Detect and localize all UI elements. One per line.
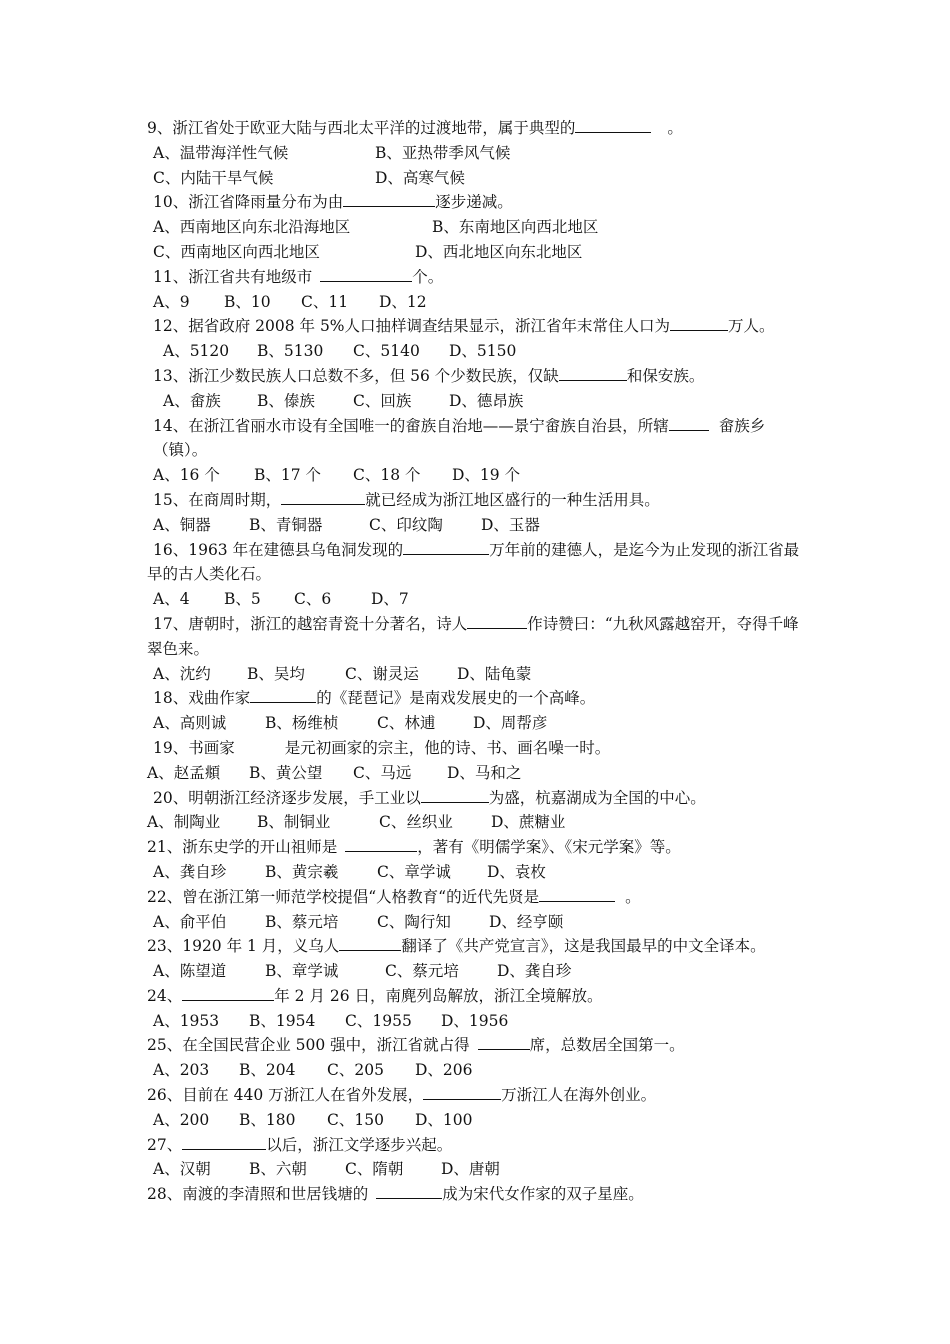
answer-blank [339,935,401,951]
question-text: 席，总数居全国第一。 [529,1036,685,1055]
answer-blank [182,985,274,1001]
options-row [147,587,817,612]
options-row [147,1009,817,1034]
option-d: D、龚自珍 [497,962,572,981]
option-c: C、18 个 [353,466,421,485]
option-b: B、1954 [249,1011,316,1030]
answer-blank [345,836,417,852]
option-b: B、17 个 [254,466,322,485]
answer-blank [376,1183,442,1199]
question-text: 。 [625,887,641,906]
option-c: C、1955 [345,1011,412,1030]
option-b: B、黄公望 [249,763,323,782]
question-text: 12、据省政府 2008 年 5%人口抽样调查结果显示，浙江省年末常住人口为 [153,317,671,336]
option-b: B、204 [239,1061,296,1080]
option-c: C、11 [301,292,349,311]
option-c: C、马远 [353,763,412,782]
answer-blank [343,191,435,207]
option-a: A、制陶业 [147,813,221,832]
option-a: A、203 [153,1061,210,1080]
question-20 [147,786,817,811]
option-d: D、陆龟蒙 [457,664,532,683]
option-a: A、5120 [163,342,230,361]
option-b: B、黄宗羲 [265,862,339,881]
question-10 [147,190,817,215]
options-row [147,166,817,191]
option-a: A、9 [153,292,190,311]
options-row [147,761,817,786]
options-row [147,141,817,166]
question-text: 19、书画家 [153,738,235,757]
question-text: 16、1963 年在建德县乌龟洞发现的 [153,540,404,559]
option-b: B、5130 [257,342,324,361]
option-a: A、温带海洋性气候 [153,143,289,162]
option-b: B、5 [224,590,261,609]
question-text: 。 [667,119,683,137]
options-row [147,463,817,488]
options-row [147,1157,817,1182]
question-text: 翻译了《共产党宣言》，这是我国最早的中文全译本。 [401,937,766,956]
question-25 [147,1033,817,1058]
options-row [147,860,817,885]
option-d: D、100 [415,1110,473,1129]
question-21 [147,835,817,860]
option-d: D、德昂族 [449,391,524,410]
options-row [147,810,817,835]
options-row [147,339,817,364]
option-b: B、蔡元培 [265,912,339,931]
question-13 [147,364,817,389]
question-text: 畲族乡（镇）。 [153,416,766,460]
answer-blank [320,266,412,282]
option-d: D、经亨颐 [489,912,564,931]
option-a: A、陈望道 [153,962,227,981]
question-text: 15、在商周时期， [153,490,282,509]
question-text: 28、南渡的李清照和世居钱塘的 [147,1185,369,1204]
answer-blank [670,315,728,331]
answer-blank [478,1034,530,1050]
answer-blank [403,539,489,555]
option-c: C、章学诚 [377,862,451,881]
option-c: C、5140 [353,342,420,361]
answer-blank [559,365,627,381]
option-c: C、隋朝 [345,1160,404,1179]
options-row [147,1058,817,1083]
options-row [147,959,817,984]
answer-blank [575,117,651,133]
question-list [147,116,817,1207]
question-text: 作诗赞曰：“九秋风露越窑开，夺得千峰翠色来。 [147,614,799,658]
question-text: 年 2 月 26 日，南麂列岛解放，浙江全境解放。 [274,986,603,1005]
option-a: A、畲族 [163,391,221,410]
question-text: 21、浙东史学的开山祖师是 [147,838,338,857]
option-d: D、206 [415,1061,473,1080]
question-text: 14、在浙江省丽水市设有全国唯一的畲族自治地——景宁畲族自治县，所辖 [153,416,669,435]
option-b: B、制铜业 [257,813,331,832]
question-text: 9、浙江省处于欧亚大陆与西北太平洋的过渡地带，属于典型的 [147,119,576,137]
question-text: 为盛，杭嘉湖成为全国的中心。 [488,788,706,807]
options-row [147,910,817,935]
answer-blank [421,787,489,803]
question-text: 18、戏曲作家 [153,689,251,708]
option-a: A、200 [153,1110,210,1129]
question-text: 26、目前在 440 万浙江人在省外发展， [147,1086,424,1105]
option-a: A、高则诚 [153,714,227,733]
option-c: C、205 [327,1061,384,1080]
option-c: C、西南地区向西北地区 [153,242,320,261]
question-24 [147,984,817,1009]
option-c: C、印纹陶 [369,515,443,534]
option-a: A、1953 [153,1011,220,1030]
answer-blank [281,489,365,505]
options-row [147,1108,817,1133]
question-text: 就已经成为浙江地区盛行的一种生活用具。 [365,490,660,509]
option-d: D、玉器 [481,515,540,534]
question-text: 23、1920 年 1 月，义乌人 [147,937,340,956]
option-b: B、180 [239,1110,296,1129]
question-12 [147,314,817,339]
option-a: A、俞平伯 [153,912,227,931]
question-18 [147,686,817,711]
question-text: 25、在全国民营企业 500 强中，浙江省就占得 [147,1036,470,1055]
option-b: B、东南地区向西北地区 [432,218,599,237]
option-c: C、6 [294,590,332,609]
question-text: 万人。 [728,317,775,336]
option-b: B、傣族 [257,391,315,410]
question-28 [147,1182,817,1207]
question-23 [147,934,817,959]
question-11 [147,265,817,290]
option-a: A、4 [153,590,190,609]
option-d: D、袁枚 [487,862,546,881]
option-d: D、西北地区向东北地区 [415,242,583,261]
question-19 [147,736,817,761]
answer-blank [467,613,527,629]
option-d: D、7 [371,590,409,609]
answer-blank [182,1134,266,1150]
option-a: A、龚自珍 [153,862,227,881]
option-b: B、章学诚 [265,962,339,981]
option-a: A、铜器 [153,515,211,534]
question-text: 和保安族。 [626,366,705,385]
question-text: 20、明朝浙江经济逐步发展，手工业以 [153,788,421,807]
question-text: 27、 [147,1135,183,1154]
option-b: B、亚热带季风气候 [375,143,511,162]
option-a: A、汉朝 [153,1160,211,1179]
question-15 [147,488,817,513]
question-text: 22、曾在浙江第一师范学校提倡“人格教育“的近代先贤是 [147,887,540,906]
question-17 [147,612,811,662]
option-d: D、马和之 [447,763,522,782]
question-text: 是元初画家的宗主，他的诗、书、画名噪一时。 [284,738,611,757]
option-b: B、六朝 [249,1160,307,1179]
question-text: 万浙江人在海外创业。 [501,1086,657,1105]
options-row [147,662,817,687]
answer-blank [423,1084,501,1100]
option-a: A、16 个 [153,466,220,485]
option-d: D、唐朝 [441,1160,500,1179]
question-text: 17、唐朝时，浙江的越窑青瓷十分著名，诗人 [153,614,468,633]
question-text: 成为宋代女作家的双子星座。 [442,1185,644,1204]
options-row [147,389,817,414]
option-a: A、赵孟頫 [147,763,221,782]
question-22 [147,885,817,910]
option-b: B、青铜器 [249,515,323,534]
option-b: B、杨维桢 [265,714,339,733]
option-d: D、蔗糖业 [491,813,566,832]
question-27 [147,1133,817,1158]
question-text: ，著有《明儒学案》、《宋元学案》等。 [417,838,681,857]
option-b: B、10 [224,292,271,311]
option-c: C、蔡元培 [385,962,459,981]
question-text: 个。 [412,267,444,286]
option-d: D、12 [379,292,427,311]
option-c: C、丝织业 [379,813,453,832]
question-text: 逐步递减。 [435,193,513,212]
options-row [147,513,817,538]
option-b: B、吴均 [247,664,305,683]
option-d: D、高寒气候 [375,168,465,187]
question-9 [147,116,817,141]
question-26 [147,1083,817,1108]
option-c: C、回族 [353,391,412,410]
option-d: D、周帮彦 [473,714,548,733]
options-row [147,240,817,265]
option-c: C、陶行知 [377,912,451,931]
option-d: D、5150 [449,342,517,361]
question-text: 24、 [147,986,183,1005]
question-text: 的《琵琶记》是南戏发展史的一个高峰。 [316,689,596,708]
question-text: 以后，浙江文学逐步兴起。 [266,1135,453,1154]
option-d: D、19 个 [452,466,521,485]
option-a: A、沈约 [153,664,211,683]
question-text: 万年前的建德人，是迄今为止发现的浙江省最早的古人类化石。 [147,540,800,584]
question-text: 13、浙江少数民族人口总数不多，但 56 个少数民族，仅缺 [153,366,559,385]
options-row [147,290,817,315]
question-16 [147,538,811,588]
option-c: C、内陆干旱气候 [153,168,274,187]
question-text: 10、浙江省降雨量分布为由 [153,193,344,212]
answer-blank [250,687,316,703]
options-row [147,215,817,240]
answer-blank [669,415,709,431]
options-row [147,711,817,736]
question-14 [147,414,817,464]
option-c: C、谢灵运 [345,664,419,683]
option-c: C、150 [327,1110,384,1129]
question-text: 11、浙江省共有地级市 [153,267,313,286]
option-d: D、1956 [441,1011,509,1030]
option-a: A、西南地区向东北沿海地区 [153,218,351,237]
option-c: C、林逋 [377,714,436,733]
answer-blank [539,886,615,902]
